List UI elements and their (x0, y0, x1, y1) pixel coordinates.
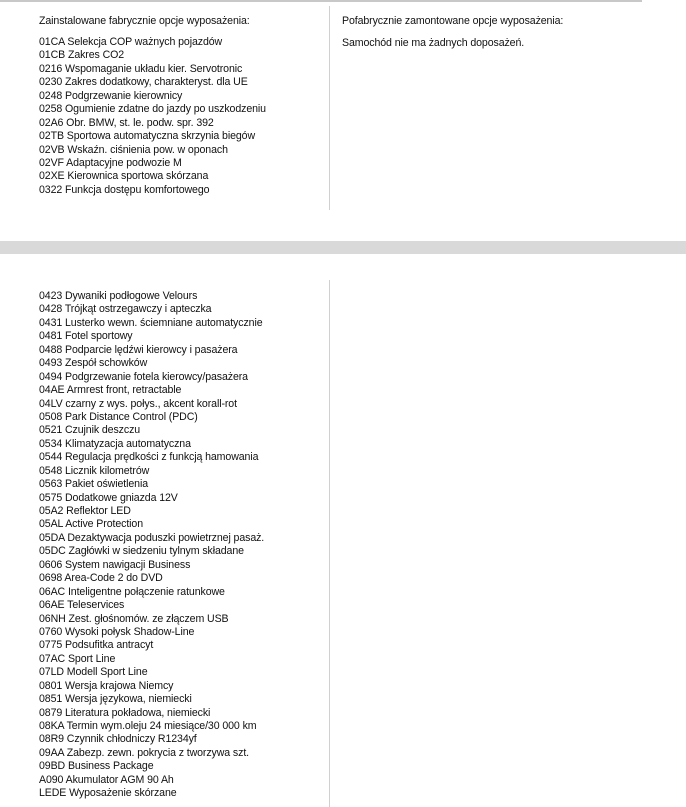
factory-options-panel (0, 0, 686, 241)
option-item: 0431 Lusterko wewn. ściemniane automatycznie (39, 316, 263, 329)
option-item: 06AC Inteligentne połączenie ratunkowe (39, 585, 225, 598)
column-divider (329, 6, 330, 210)
option-item: 02TB Sportowa automatyczna skrzynia biegów (39, 130, 256, 143)
option-item: 04LV czarny z wys. połys., akcent korall-rot (39, 397, 237, 410)
option-item: 0544 Regulacja prędkości z funkcją hamowania (39, 451, 259, 464)
option-item: 0606 System nawigacji Business (39, 558, 191, 571)
option-item: 0879 Literatura pokładowa, niemiecki (39, 706, 211, 719)
option-item: 0258 Ogumienie zdatne do jazdy po uszkodzeniu (39, 103, 266, 116)
option-item: 0575 Dodatkowe gniazda 12V (39, 491, 178, 504)
option-item: A090 Akumulator AGM 90 Ah (39, 773, 174, 786)
option-item: 0493 Zespół schowków (39, 357, 148, 370)
option-item: 0488 Podparcie lędźwi kierowcy i pasażera (39, 343, 238, 356)
option-item: 07LD Modell Sport Line (39, 666, 148, 679)
option-item: 0851 Wersja językowa, niemiecki (39, 693, 192, 706)
option-item: 0508 Park Distance Control (PDC) (39, 410, 198, 423)
option-item: 0801 Wersja krajowa Niemcy (39, 679, 174, 692)
installed-options-list (39, 36, 266, 197)
continued-options-panel (0, 254, 686, 807)
option-item: 02XE Kierownica sportowa skórzana (39, 170, 209, 183)
installed-options-heading: Zainstalowane fabrycznie opcje wyposażenia: (39, 15, 250, 27)
option-item: 02A6 Obr. BMW, st. le. podw. spr. 392 (39, 116, 214, 129)
option-item: 01CB Zakres CO2 (39, 49, 125, 62)
aftermarket-options-heading: Pofabrycznie zamontowane opcje wyposażenia: (342, 15, 564, 27)
option-item: 0698 Area-Code 2 do DVD (39, 572, 163, 585)
option-item: 05AL Active Protection (39, 518, 143, 531)
option-item: 07AC Sport Line (39, 652, 116, 665)
option-item: 05DA Dezaktywacja poduszki powietrznej pasaż. (39, 531, 265, 544)
option-item: 0534 Klimatyzacja automatyczna (39, 437, 191, 450)
option-item: 09AA Zabezp. zewn. pokrycia z tworzywa szt. (39, 746, 250, 759)
option-item: 05A2 Reflektor LED (39, 505, 131, 517)
option-item: 04AE Armrest front, retractable (39, 384, 182, 397)
option-item: 05DC Zagłówki w siedzeniu tylnym składane (39, 545, 244, 558)
option-item: 09BD Business Package (39, 760, 154, 773)
option-item: 0322 Funkcja dostępu komfortowego (39, 183, 210, 196)
option-item: 0760 Wysoki połysk Shadow-Line (39, 625, 195, 638)
option-item: 0428 Trójkąt ostrzegawczy i apteczka (39, 303, 212, 316)
option-item: 02VB Wskaźn. ciśnienia pow. w oponach (39, 143, 228, 156)
option-item: 0775 Podsufitka antracyt (39, 639, 154, 652)
option-item: 0521 Czujnik deszczu (39, 424, 141, 437)
option-item: 0230 Zakres dodatkowy, charakteryst. dla UE (39, 76, 248, 89)
top-rule (0, 0, 642, 2)
section-separator (0, 241, 686, 254)
aftermarket-note: Samochód nie ma żadnych doposażeń. (342, 37, 525, 49)
column-divider (329, 280, 330, 807)
option-item: 0548 Licznik kilometrów (39, 464, 150, 477)
continued-options-list (39, 290, 264, 801)
option-item: 0481 Fotel sportowy (39, 330, 133, 343)
option-item: 02VF Adaptacyjne podwozie M (39, 156, 182, 169)
option-item: 01CA Selekcja COP ważnych pojazdów (39, 36, 223, 48)
option-item: 0248 Podgrzewanie kierownicy (39, 89, 183, 102)
option-item: 06AE Teleservices (39, 599, 125, 612)
option-item: 0563 Pakiet oświetlenia (39, 478, 149, 491)
option-item: 0494 Podgrzewanie fotela kierowcy/pasażera (39, 370, 248, 383)
option-item: 06NH Zest. głośnomów. ze złączem USB (39, 612, 229, 625)
option-item: 08R9 Czynnik chłodniczy R1234yf (39, 733, 197, 746)
option-item: LEDE Wyposażenie skórzane (39, 787, 177, 800)
option-item: 0216 Wspomaganie układu kier. Servotronic (39, 62, 243, 75)
option-item: 08KA Termin wym.oleju 24 miesiące/30 000 km (39, 720, 257, 732)
option-item: 0423 Dywaniki podłogowe Velours (39, 290, 198, 302)
